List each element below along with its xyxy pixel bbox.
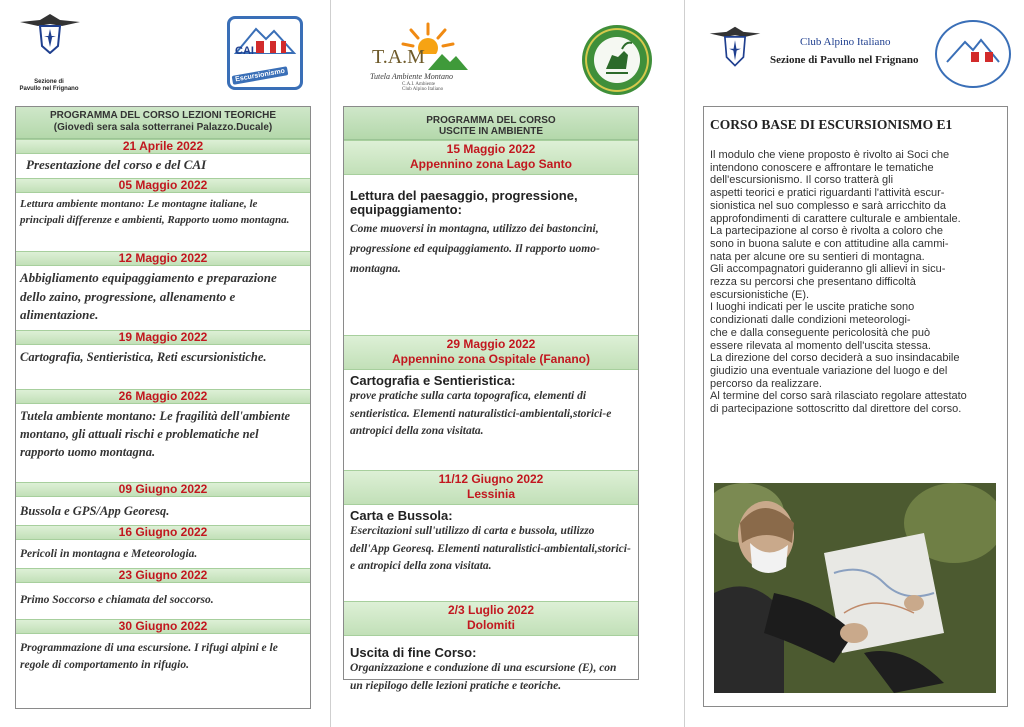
trip-date: 2/3 Luglio 2022 <box>447 603 535 617</box>
trip-date-header <box>344 335 638 370</box>
trip-topic: Lettura del paesaggio, progressione, equipaggiamento: <box>350 188 578 217</box>
lesson-date: 16 Giugno 2022 <box>16 525 310 540</box>
trip-topic: Uscita di fine Corso: <box>350 645 477 660</box>
theory-program-panel <box>15 106 311 709</box>
cai-eagle-right-icon <box>708 24 762 70</box>
trip-content <box>344 175 638 335</box>
trip-detail: Come muoversi in montagna, utilizzo dei bastoncini, progressione ed equipaggiamento. Il rapporto uomo-montagna. <box>350 223 600 275</box>
trip-date-header <box>344 601 638 636</box>
trip-content <box>344 505 638 601</box>
lesson-date: 30 Giugno 2022 <box>16 619 310 634</box>
commissione-naturalistica-logo <box>582 25 652 95</box>
trip-detail: Esercitazioni sull'utilizzo di carta e bussola, utilizzo dell'App Georesq. Elementi naturalistici-ambientali,storici-e antropici della zona visitata. <box>350 525 631 572</box>
tam-title: T.A.M <box>372 46 425 68</box>
lesson-topic: Abbigliamento equipaggiamento e preparazione dello zaino, progressione, allenamento e alimentazione. <box>20 270 277 322</box>
lesson-topic: Cartografia, Sentieristica, Reti escursionistiche. <box>20 350 267 364</box>
theory-header-title: PROGRAMMA DEL CORSO LEZIONI TEORICHE <box>49 110 277 121</box>
hiker-with-map-image <box>714 483 996 693</box>
right-org-name: Club Alpino Italiano <box>800 36 891 48</box>
lesson-topic: Primo Soccorso e chiamata del soccorso. <box>20 594 214 606</box>
cai-escursionismo-badge <box>227 16 303 90</box>
trip-topic: Carta e Bussola: <box>350 508 453 523</box>
fold-line-1 <box>330 0 331 727</box>
trip-date: 11/12 Giugno 2022 <box>438 472 544 486</box>
field-header-subtitle: USCITE IN AMBIENTE <box>438 126 544 137</box>
trip-date: 29 Maggio 2022 <box>446 337 536 351</box>
green-mountain-icon <box>428 50 468 72</box>
course-title: CORSO BASE DI ESCURSIONISMO E1 <box>710 117 953 132</box>
lesson-date: 26 Maggio 2022 <box>16 389 310 404</box>
trip-place: Lessinia <box>466 487 516 501</box>
trip-topic: Cartografia e Sentieristica: <box>350 373 516 388</box>
ibex-icon <box>582 25 652 95</box>
course-photo <box>714 483 996 693</box>
trip-place: Appennino zona Lago Santo <box>410 157 572 171</box>
lesson-topic: Presentazione del corso e del CAI <box>26 157 207 172</box>
tam-subtitle-2: C.A.I. Ambiente Club Alpino Italiano <box>402 82 444 92</box>
round-logo-mountain-icon <box>937 22 1009 86</box>
trip-place: Dolomiti <box>467 618 515 632</box>
lesson-date: 23 Giugno 2022 <box>16 568 310 583</box>
theory-header-subtitle: (Giovedì sera sala sotterranei Palazzo.Ducale) <box>53 122 273 133</box>
cai-logo-right <box>708 24 762 75</box>
field-header-title: PROGRAMMA DEL CORSO <box>426 115 556 126</box>
lesson-date: 19 Maggio 2022 <box>16 330 310 345</box>
field-trips-header <box>344 107 638 140</box>
trip-detail: prove pratiche sulla carta topografica, elementi di sentieristica. Elementi naturalistici-ambientali,storici-e antropici della zona visitata. <box>350 390 612 437</box>
field-trips-panel <box>343 106 639 692</box>
lesson-topic: Pericoli in montagna e Meteorologia. <box>20 548 198 560</box>
lesson-date: 09 Giugno 2022 <box>16 482 310 497</box>
trip-place: Appennino zona Ospitale (Fanano) <box>392 352 590 366</box>
right-section-name: Sezione di Pavullo nel Frignano <box>770 54 919 66</box>
lesson-topic: Lettura ambiente montano: Le montagne italiane, le principali differenze e ambienti, Rapporto uomo montagna. <box>20 198 290 226</box>
trip-content <box>344 370 638 470</box>
cai-eagle-icon <box>18 12 82 54</box>
trip-date-header <box>344 140 638 175</box>
badge-escursionismo-text: Escursionismo <box>232 66 289 85</box>
lesson-topic: Bussola e GPS/App Georesq. <box>20 504 170 518</box>
trip-content <box>344 636 638 699</box>
cai-section-caption: Sezione di Pavullo nel Frignano <box>19 79 79 92</box>
lesson-topic: Programmazione di una escursione. I rifugi alpini e le regole di comportamento in rifugio. <box>20 642 278 671</box>
section-round-logo <box>935 20 1011 88</box>
lesson-date: 12 Maggio 2022 <box>16 251 310 266</box>
badge-cai-text: CAI <box>235 45 254 57</box>
trip-detail: Organizzazione e conduzione di una escursione (E), con un riepilogo delle lezioni pratiche e teoriche. <box>350 662 617 692</box>
lesson-date: 05 Maggio 2022 <box>16 178 310 193</box>
trip-date-header <box>344 470 638 505</box>
course-description-panel <box>703 106 1008 707</box>
theory-program-header <box>16 107 310 139</box>
fold-line-2 <box>684 0 685 727</box>
course-description: Il modulo che viene proposto è rivolto ai Soci che intendono conoscere e affrontare le tematiche dell'escursionismo. Il corso tratterà gli aspetti teorici e pratici riguardanti l'attività escur- sionistica nel suo complesso e sarà arricchito da approfondimenti di carattere culturale e ambientale. La partecipazione al corso è rivolta a coloro che sono in buona salute e con attitudine alla cammi- nata per alcune ore su sentieri di montagna. Gli accompagnatori guideranno gli allievi in sicu- rezza su percorsi che presentano difficoltà escursionistiche (E). I luoghi indicati per le uscite pratiche sono condizionati dalle condizioni meteorologi- che e dalla conseguente pericolosità che può essere rilevata al momento dell'uscita stessa. La direzione del corso deciderà a suo insindacabile giudizio una eventuale variazione del luogo e del percorso da realizzare. Al termine del corso sarà rilasciato regolare attestato di partecipazione sottoscritto dal direttore del corso. <box>710 149 967 416</box>
cai-logo-left <box>18 12 80 93</box>
lesson-topic: Tutela ambiente montano: Le fragilità dell'ambiente montano, gli attuali rischi e problematiche nel rapporto uomo montagna. <box>20 409 291 459</box>
tam-logo <box>368 20 476 92</box>
lesson-date: 21 Aprile 2022 <box>16 139 310 154</box>
tam-subtitle: Tutela Ambiente Montano <box>370 72 453 81</box>
trip-date: 15 Maggio 2022 <box>446 142 536 156</box>
